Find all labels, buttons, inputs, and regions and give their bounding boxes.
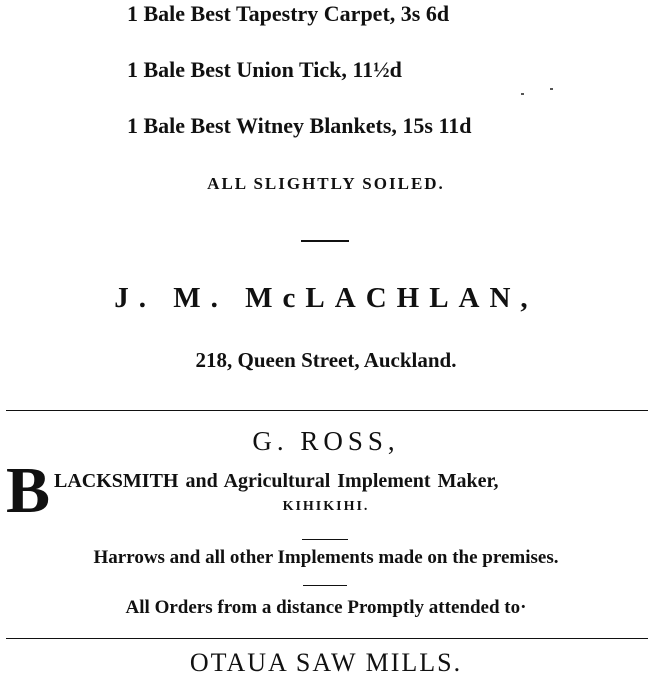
drop-cap: B xyxy=(6,454,51,527)
item-line-2: 1 Bale Best Union Tick, 11½d xyxy=(127,57,402,82)
ross-trade: LACKSMITH and Agricultural Implement Maker, xyxy=(54,470,499,492)
merchant-name: J. M. McLACHLAN, xyxy=(114,282,538,314)
item-line-3: 1 Bale Best Witney Blankets, 15s 11d xyxy=(127,113,472,138)
ross-name: G. ROSS, xyxy=(252,426,400,456)
soiled-notice: ALL SLIGHTLY SOILED. xyxy=(207,174,445,193)
print-speck xyxy=(521,93,524,95)
short-divider xyxy=(302,539,348,540)
short-divider xyxy=(301,240,349,242)
ross-premises: Harrows and all other Implements made on the premises. xyxy=(93,547,559,568)
section-rule xyxy=(6,638,648,639)
ross-town: KIHIKIHI. xyxy=(282,499,370,514)
merchant-address: 218, Queen Street, Auckland. xyxy=(195,348,457,372)
next-ad-heading: OTAUA SAW MILLS. xyxy=(189,648,463,677)
print-speck xyxy=(550,88,553,90)
ross-orders: All Orders from a distance Promptly attended to· xyxy=(125,597,527,618)
section-rule xyxy=(6,410,648,411)
item-line-1: 1 Bale Best Tapestry Carpet, 3s 6d xyxy=(127,1,450,26)
short-divider xyxy=(303,585,347,586)
